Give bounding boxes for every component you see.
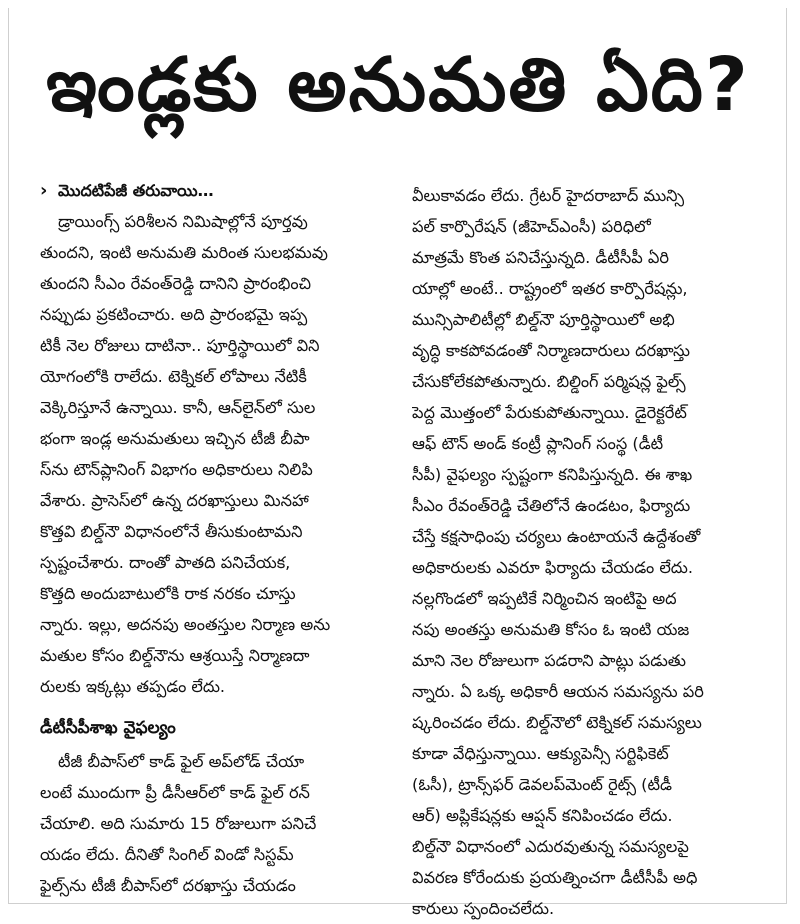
section-subheading: డీటీసీపీశాఖ వైఫల్యం xyxy=(40,718,176,738)
text-line: నల్లగొండలో ఇప్పటికే నిర్మించిన ఇంటిపై అద xyxy=(412,589,677,608)
text-line: తుందని సీఎం రేవంత్‌రెడ్డి దానిని ప్రారంభించి xyxy=(40,274,311,293)
continued-kicker xyxy=(40,175,405,206)
text-line: మాత్రమే కొంత పనిచేస్తున్నది. డీటీసీపీ ఏరి xyxy=(412,248,669,267)
text-line: మున్సిపాలిటీల్లో బిల్డ్‌నౌ పూర్తిస్థాయిలో అభి xyxy=(412,310,675,329)
right-column xyxy=(412,180,779,924)
text-line: యడం లేదు. దీనితో సింగిల్ విండో సిస్టమ్ xyxy=(40,845,294,864)
text-line: కారులు స్పందించలేదు. xyxy=(412,899,555,918)
left-paragraph-2 xyxy=(40,746,405,901)
text-line: అధికారులకు ఎవరూ ఫిర్యాదు చేయడం లేదు. xyxy=(412,558,693,577)
chevron-right-icon: › xyxy=(40,180,48,201)
text-line: పల్ కార్పొరేషన్ (జీహెచ్‌ఎంసీ) పరిధిలో xyxy=(412,217,651,236)
text-line: లంటే ముందుగా ప్రీ డీసీఆర్‌లో కాడ్ ఫైల్ రన్ xyxy=(40,783,310,802)
text-line: బిల్డ్‌నౌ విధానంలో ఎదురవుతున్న సమస్యలపై xyxy=(412,837,689,856)
text-line: సీఎం రేవంత్‌రెడ్డి చేతిలోనే ఉండటం, ఫిర్యాదు xyxy=(412,496,691,515)
text-line: డ్రాయింగ్స్ పరిశీలన నిమిషాల్లోనే పూర్తవు xyxy=(58,212,308,231)
left-column xyxy=(40,175,405,901)
text-line: భంగా ఇండ్ల అనుమతులు ఇచ్చిన టీజీ బీపా xyxy=(40,429,310,448)
text-line: స్‌ను టౌన్‌ప్లానింగ్ విభాగం అధికారులు నిలిపి xyxy=(40,460,313,479)
text-line: వేశారు. ప్రాసెస్‌లో ఉన్న దరఖాస్తులు మినహా xyxy=(40,491,309,510)
text-line: చేసుకోలేకపోతున్నారు. బిల్డింగ్ పర్మిషన్ల ఫైల్స్ xyxy=(412,372,686,391)
text-line: న్నారు. ఇల్లు, అదనపు అంతస్తుల నిర్మాణ అను xyxy=(40,615,331,634)
text-line: కొత్తది అందుబాటులోకి రాక నరకం చూస్తు xyxy=(40,584,296,603)
kicker-text: మొదటిపేజీ తరువాయి… xyxy=(58,181,214,200)
text-line: వృద్ధి కాకపోవడంతో నిర్మాణదారులు దరఖాస్తు xyxy=(412,341,690,360)
text-line: టికీ నెల రోజులు దాటినా.. పూర్తిస్థాయిలో విని xyxy=(40,336,320,355)
text-line: రులకు ఇక్కట్లు తప్పడం లేదు. xyxy=(40,677,226,696)
text-line: (ఓసీ), ట్రాన్స్‌ఫర్ డెవలప్‌మెంట్ రైట్స్ (టీడీ xyxy=(412,775,672,794)
text-line: ఫైల్స్‌ను టీజీ బీపాస్‌లో దరఖాస్తు చేయడం xyxy=(40,876,296,895)
left-paragraph-1 xyxy=(40,206,405,702)
text-line: వెక్కిరిస్తూనే ఉన్నాయి. కానీ, ఆన్‌లైన్‌లో సుల xyxy=(40,398,316,417)
text-line: కొత్తవి బిల్డ్‌నౌ విధానంలోనే తీసుకుంటామని xyxy=(40,522,303,541)
text-line: వీలుకావడం లేదు. గ్రేటర్ హైదరాబాద్ మున్సి xyxy=(412,186,685,205)
text-line: మతుల కోసం బిల్డ్‌నౌను ఆశ్రయిస్తే నిర్మాణదా xyxy=(40,646,310,665)
text-line: తుందని, ఇంటి అనుమతి మరింత సులభమవు xyxy=(40,243,328,262)
text-line: ఆఫ్ టౌన్ అండ్ కంట్రీ ప్లానింగ్ సంస్థ (డీటీ xyxy=(412,434,664,453)
right-paragraph xyxy=(412,180,779,924)
text-line: నప్పుడు ప్రకటించారు. అది ప్రారంభమై ఇప్ప xyxy=(40,305,308,324)
article-headline: ఇండ్లకు అనుమతి ఏది? xyxy=(46,42,750,128)
text-line: పెద్ద మొత్తంలో పేరుకుపోతున్నాయి. డైరెక్టరేట్ xyxy=(412,403,687,422)
text-line: మాని నెల రోజులుగా పడరాని పాట్లు పడుతు xyxy=(412,651,686,670)
text-line: స్పష్టంచేశారు. దాంతో పాతది పనిచేయక, xyxy=(40,553,291,572)
text-line: యాల్లో అంటే.. రాష్ట్రంలో ఇతర కార్పొరేషన్లు, xyxy=(412,279,688,298)
text-line: కూడా వేధిస్తున్నాయి. ఆక్యుపెన్సీ సర్టిఫికెట్ xyxy=(412,744,669,763)
text-line: ష్కరించడం లేదు. బిల్డ్‌నౌలో టెక్నికల్ సమస్యలు xyxy=(412,713,702,732)
text-line: ఆర్) అప్లికేషన్లకు ఆప్షన్ కనిపించడం లేదు. xyxy=(412,806,673,825)
text-line: సీపీ) వైఫల్యం స్పష్టంగా కనిపిస్తున్నది. ఈ శాఖ xyxy=(412,465,693,484)
text-line: న్నారు. ఏ ఒక్క అధికారీ ఆయన సమస్యను పరి xyxy=(412,682,704,701)
text-line: టీజీ బీపాస్‌లో కాడ్ ఫైల్ అప్‌లోడ్ చేయా xyxy=(58,752,305,771)
text-line: వివరణ కోరేందుకు ప్రయత్నించగా డీటీసీపీ అధి xyxy=(412,868,698,887)
text-line: నపు అంతస్తు అనుమతి కోసం ఓ ఇంటి యజ xyxy=(412,620,690,639)
text-line: చేస్తే కక్షసాధింపు చర్యలు ఉంటాయనే ఉద్దేశంతో xyxy=(412,527,701,546)
text-line: యోగంలోకి రాలేదు. టెక్నికల్ లోపాలు నేటికీ xyxy=(40,367,307,386)
text-line: చేయాలి. అది సుమారు 15 రోజులుగా పనిచే xyxy=(40,814,317,833)
